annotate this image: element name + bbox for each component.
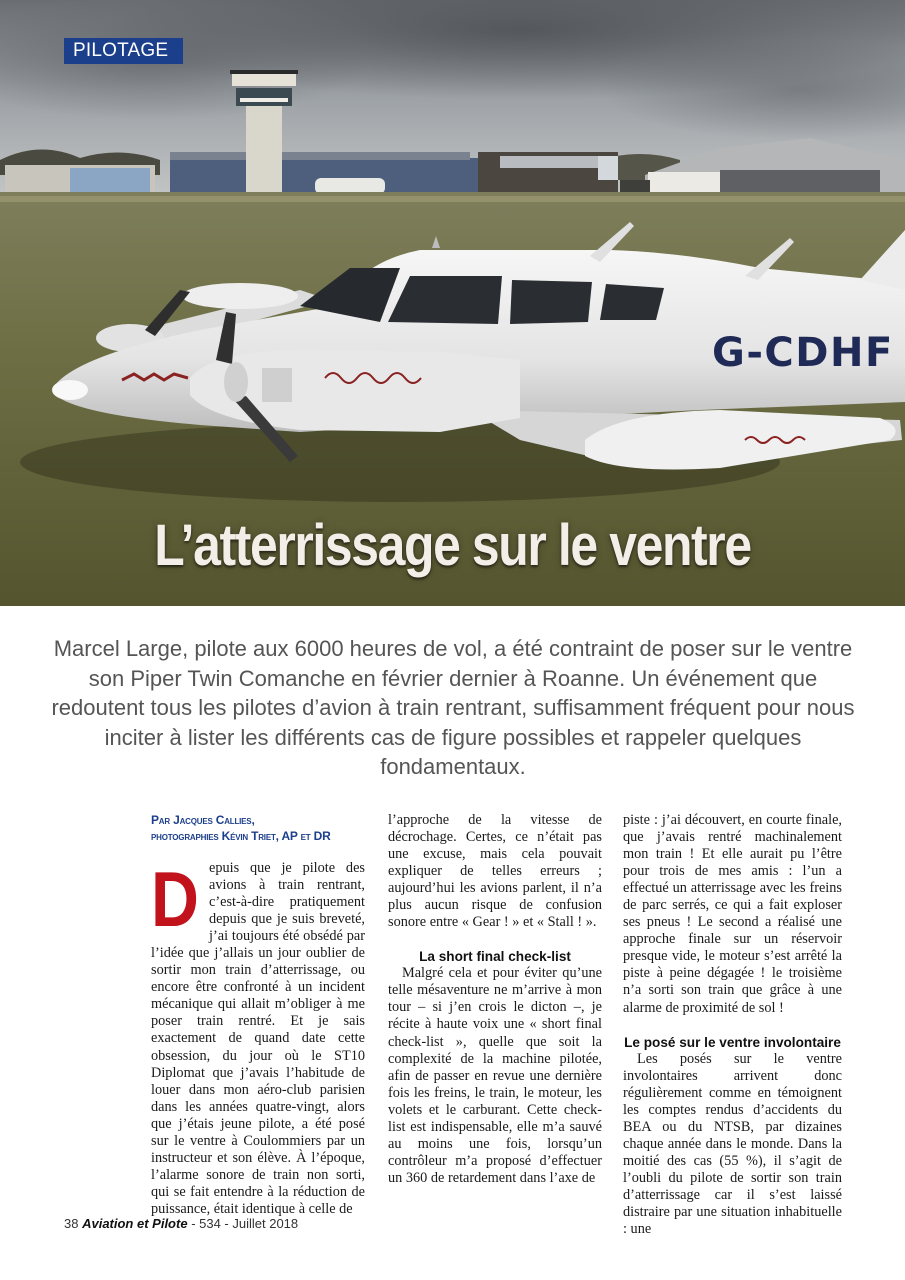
byline-author: Par Jacques Callies, [151, 813, 255, 827]
subheading-pose-ventre: Le posé sur le ventre involontaire [624, 1034, 841, 1050]
article-column-2 [388, 812, 602, 1187]
issue-info: - 534 - Juillet 2018 [191, 1216, 299, 1231]
article-paragraph-3: Les posés sur le ventre involontaires arrivent donc régulièrement comme en témoignent les comptes rendus d’accidents du BEA ou du NTSB, par dizaines chaque année dans le monde. Dans la moitié des cas (55 %), il s’agit de l’oubli du pilote de sortir son train d’atterrissage car il s’est laissé distraire par une situation inhabituelle : une [623, 1050, 842, 1238]
article-paragraph-2: Malgré cela et pour éviter qu’une telle mésaventure ne m’arrive à mon tour – si j’en crois le dicton –, je récite à haute voix une « short final check-list », quelle que soit la complexité de la machine pilotée, afin de passer en revue une dernière fois les freins, le train, le moteur, les volets et le carburant. Cette check-list est indispensable, elle m’a sauvé au moins une fois, lorsqu’un contrôleur m’a proposé d’effectuer un 360 de retardement dans l’axe de [388, 965, 602, 1186]
subheading-short-final: La short final check-list [419, 949, 571, 965]
magazine-name: Aviation et Pilote [82, 1216, 188, 1231]
page-number: 38 [64, 1216, 79, 1231]
article-column-3 [623, 812, 842, 1238]
section-tag: PILOTAGE [64, 38, 183, 64]
byline-photographers: photographies Kévin Triet, AP et DR [151, 829, 331, 843]
article-title: L’atterrissage sur le ventre [154, 513, 751, 578]
page-footer [64, 1216, 298, 1231]
registration-text: G-CDHF [712, 330, 894, 376]
article-column-1 [151, 812, 365, 1218]
drop-cap: D [151, 855, 199, 943]
article-paragraph-1: epuis que je pilote des avions à train rentrant, c’est-à-dire pratiquement depuis que je suis breveté, j’ai toujours été obsédé par l’idée que j’allais un jour oublier de sortir mon train d’atterrissage, ou encore être confronté à un incident mécanique qui allait m’obliger à me poser train rentré. Et je sais exactement de quand date cette obsession, du jour où le ST10 Diplomat que j’avais l’habitude de louer dans mon aéro-club parisien dans les années quatre-vingt, alors que j’étais jeune pilote, a été posé sur le ventre à Coulommiers par un instructeur et son élève. À l’époque, l’alarme sonore de train non sorti, qui se fait entendre à la réduction de puissance, était identique à celle de [151, 860, 365, 1217]
lead-paragraph: Marcel Large, pilote aux 6000 heures de vol, a été contraint de poser sur le ventre son Piper Twin Comanche en février dernier à Roanne. Un événement que redoutent tous les pilotes d’avion à train rentrant, suffisamment fréquent pour nous inciter à lister les différents cas de figure possibles et rappeler quelques fondamentaux. [51, 636, 855, 780]
hero-photo [0, 0, 905, 606]
article-paragraph-1-cont: l’approche de la vitesse de décrochage. Certes, ce n’était pas une excuse, mais cela pouvait expliquer de telles erreurs ; aujourd’hui les avions parlent, il n’a plus aucun risque de confusion sonore entre « Gear ! » et « Stall ! ». [388, 812, 602, 931]
article-paragraph-2-cont: piste : j’ai découvert, en courte finale, que j’avais rentré machinalement mon train ! Et elle aurait pu l’être pour trois de mes amis : l’un a effectué un atterrissage avec les freins de parc serrés, ce qui a fait exploser ses pneus ! Le second a réalisé une approche finale sur un réservoir presque vide, le moteur s’est arrêté la piste à peine dégagée ! le troisième n’a sorti son train que grâce à une alarme de proximité de sol ! [623, 812, 842, 1016]
